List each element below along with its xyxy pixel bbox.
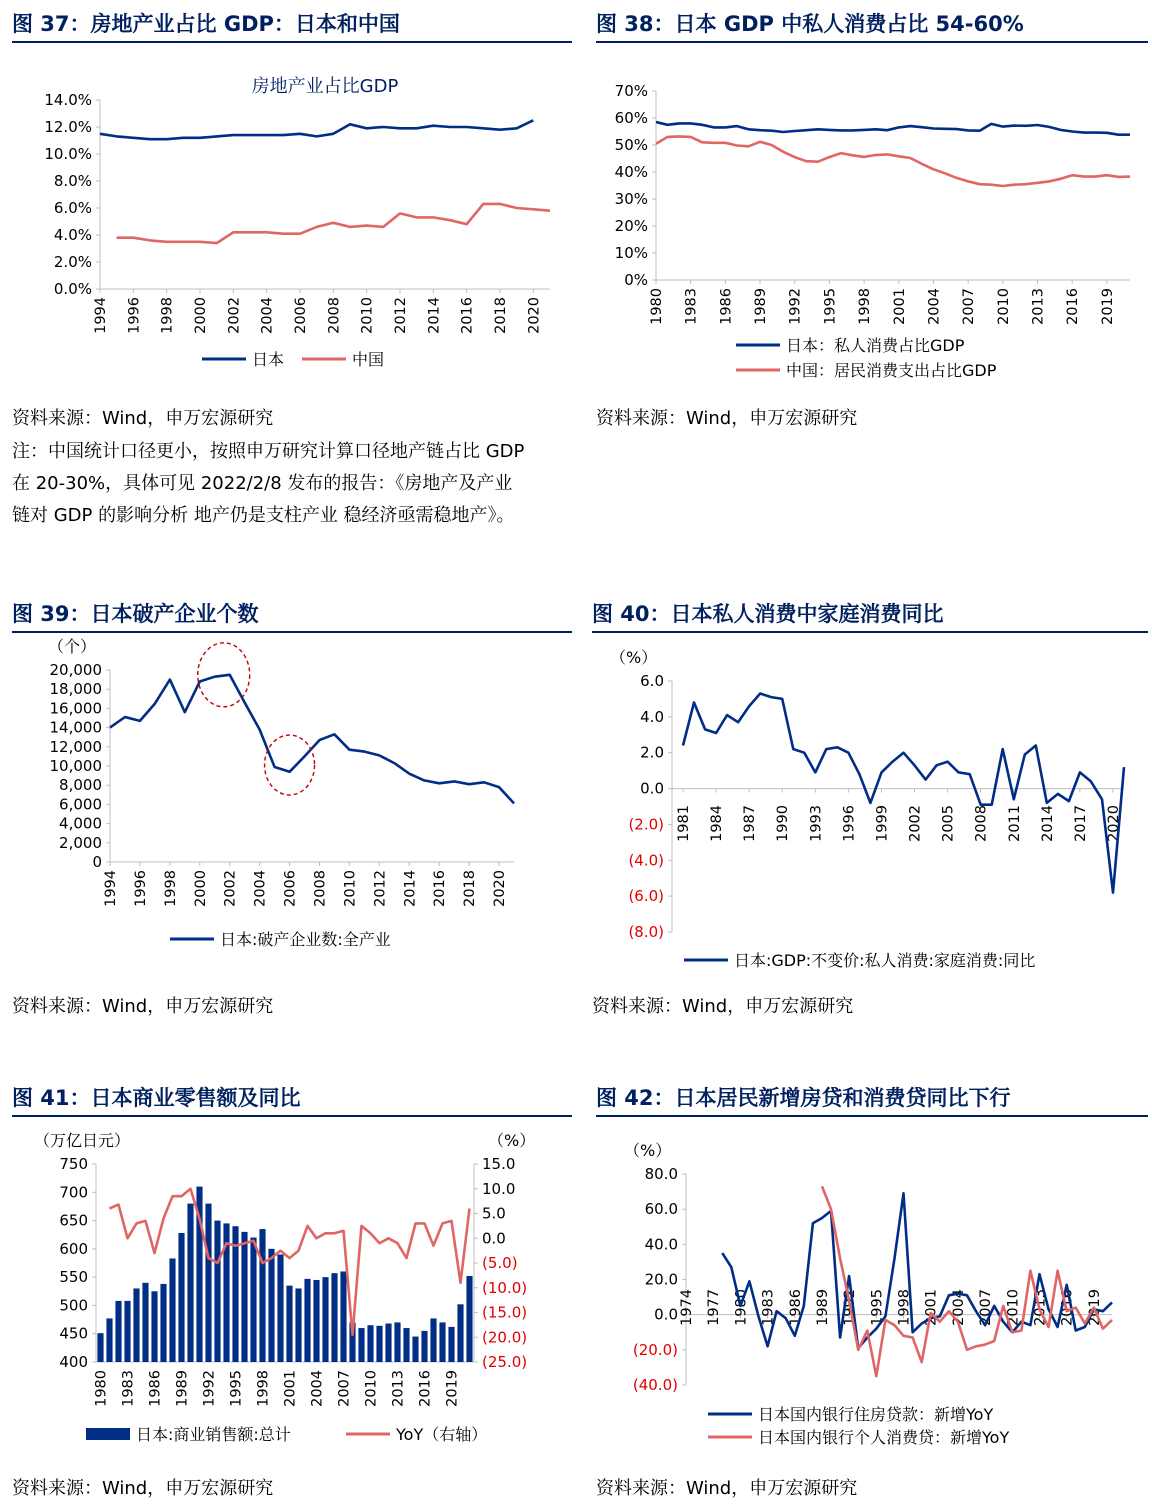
x-tick-label: 2000 [192, 870, 209, 907]
legend-label: 日本国内银行个人消费贷：新增YoY [758, 1428, 1010, 1447]
x-tick-label: 2002 [222, 870, 239, 907]
x-tick-label: 2013 [1032, 1289, 1049, 1326]
x-tick-label: 1980 [649, 288, 665, 325]
x-tick-label: 2014 [402, 870, 419, 907]
x-tick-label: 2007 [336, 1370, 353, 1407]
x-tick-label: 1989 [753, 288, 770, 325]
bar [151, 1291, 157, 1362]
y2-tick-label: (5.0) [482, 1254, 518, 1272]
x-tick-label: 2014 [1039, 805, 1056, 842]
x-tick-label: 1983 [683, 288, 700, 325]
x-tick-label: 1992 [842, 1289, 859, 1326]
x-tick-label: 2019 [1086, 1289, 1103, 1326]
x-tick-label: 1995 [822, 288, 839, 325]
panel-title: 图 40：日本私人消费中家庭消费同比 [592, 602, 944, 626]
series-line [656, 136, 1130, 186]
y-tick-label: 0.0 [654, 1305, 678, 1324]
y2-axis-unit: （%） [488, 1131, 536, 1150]
y-tick-label: 4.0 [640, 707, 664, 726]
x-tick-label: 2006 [293, 297, 309, 334]
x-tick-label: 2017 [1072, 805, 1089, 842]
x-tick-label: 1981 [676, 805, 693, 842]
bar [313, 1280, 319, 1362]
y-tick-label: 750 [59, 1155, 88, 1173]
bar [295, 1288, 301, 1362]
x-tick-label: 1998 [162, 870, 179, 907]
bar [457, 1304, 463, 1362]
y-tick-label: 550 [59, 1268, 88, 1287]
y-tick-label: 4.0% [53, 226, 92, 244]
bar [439, 1322, 445, 1362]
chart-fig39 [12, 598, 572, 978]
x-tick-label: 2004 [259, 297, 276, 334]
y-tick-label: (40.0) [632, 1376, 678, 1394]
y-tick-label: 8.0% [53, 172, 92, 190]
source-note: 资料来源：Wind，申万宏源研究 [596, 1478, 858, 1499]
x-tick-label: 2006 [282, 870, 299, 907]
bar [376, 1326, 382, 1362]
y-tick-label: 10.0% [44, 145, 92, 163]
source-note: 资料来源：Wind，申万宏源研究 [12, 1478, 274, 1499]
x-tick-label: 2010 [342, 870, 359, 907]
y-tick-label: 40.0 [644, 1235, 678, 1254]
x-tick-label: 2008 [973, 805, 990, 842]
y-tick-label: (6.0) [628, 887, 664, 906]
y-tick-label: 14,000 [49, 718, 102, 737]
bar [412, 1337, 418, 1362]
bar [124, 1301, 130, 1362]
bar [358, 1328, 364, 1362]
x-tick-label: 1983 [120, 1370, 137, 1407]
x-tick-label: 2002 [907, 805, 924, 842]
x-tick-label: 2011 [1006, 805, 1023, 842]
x-tick-label: 2004 [926, 288, 943, 325]
x-tick-label: 1986 [718, 288, 735, 325]
x-tick-label: 1980 [733, 1289, 750, 1326]
bar [97, 1333, 103, 1362]
panel-title: 图 37：房地产业占比 GDP：日本和中国 [12, 12, 400, 36]
x-tick-label: 2001 [923, 1289, 940, 1326]
x-tick-label: 2013 [390, 1370, 407, 1407]
x-tick-label: 1990 [775, 805, 792, 842]
x-tick-label: 1995 [869, 1289, 886, 1326]
legend-swatch [86, 1428, 130, 1440]
chart-fig41 [12, 1082, 572, 1462]
x-tick-label: 1998 [159, 297, 176, 334]
y-tick-label: (2.0) [628, 815, 664, 834]
chart-fig40 [592, 598, 1148, 978]
y-tick-label: 50% [614, 136, 648, 154]
x-tick-label: 2008 [326, 297, 343, 334]
x-tick-label: 2016 [1059, 1289, 1076, 1326]
y-tick-label: 0.0 [640, 779, 664, 798]
y-tick-label: 12.0% [44, 118, 92, 136]
source-note: 资料来源：Wind，申万宏源研究 [592, 996, 854, 1017]
y-tick-label: 450 [59, 1324, 88, 1343]
x-tick-label: 2018 [462, 870, 479, 907]
x-tick-label: 2008 [312, 870, 329, 907]
bar [133, 1288, 139, 1362]
x-tick-label: 1994 [93, 297, 109, 334]
x-tick-label: 1998 [255, 1370, 272, 1407]
footnote-line: 链对 GDP 的影响分析 地产仍是支柱产业 稳经济亟需稳地产》。 [12, 505, 515, 526]
x-tick-label: 1998 [857, 288, 874, 325]
y2-tick-label: (25.0) [482, 1353, 528, 1371]
footnote [12, 436, 524, 532]
legend-label: 日本:破产企业数:全产业 [220, 930, 391, 949]
y-tick-label: 400 [59, 1353, 88, 1371]
y-tick-label: 16,000 [49, 699, 102, 718]
x-tick-label: 1992 [201, 1370, 218, 1407]
y-tick-label: 10,000 [49, 757, 102, 775]
x-tick-label: 2020 [1105, 805, 1122, 842]
bar [385, 1324, 391, 1362]
panel-fig40 [592, 598, 1148, 1038]
x-tick-label: 1992 [787, 288, 804, 325]
x-tick-label: 2010 [1005, 1289, 1022, 1326]
legend-label: 中国：居民消费支出占比GDP [786, 361, 997, 380]
y-tick-label: 0.0% [53, 280, 92, 298]
x-tick-label: 1989 [174, 1370, 191, 1407]
source-note: 资料来源：Wind，申万宏源研究 [12, 996, 274, 1017]
y-tick-label: 6.0 [640, 672, 664, 690]
legend-label: 中国 [352, 350, 385, 369]
y-tick-label: 20,000 [49, 661, 102, 679]
y-tick-label: 60.0 [644, 1200, 678, 1219]
y-axis-unit: （万亿日元） [34, 1131, 131, 1150]
x-tick-label: 2016 [432, 870, 449, 907]
panel-title: 图 41：日本商业零售额及同比 [12, 1086, 301, 1110]
x-tick-label: 1984 [709, 805, 726, 842]
bar [340, 1271, 346, 1362]
x-tick-label: 2012 [372, 870, 389, 907]
y-tick-label: 40% [614, 163, 648, 181]
source-note: 资料来源：Wind，申万宏源研究 [12, 408, 274, 429]
series-line [110, 675, 514, 804]
y-tick-label: 500 [59, 1296, 88, 1315]
footnote-line: 在 20-30%，具体可见 2022/2/8 发布的报告：《房地产及产业 [12, 473, 513, 494]
series-line [117, 204, 550, 243]
bar [178, 1233, 184, 1362]
x-tick-label: 1986 [147, 1370, 164, 1407]
x-tick-label: 2004 [252, 870, 269, 907]
series-line [656, 122, 1130, 135]
y-tick-label: 650 [59, 1211, 88, 1230]
y-tick-label: 20.0 [644, 1270, 678, 1289]
y2-tick-label: (10.0) [482, 1278, 528, 1297]
x-tick-label: 1986 [787, 1289, 804, 1326]
panel-title: 图 38：日本 GDP 中私人消费占比 54-60% [596, 12, 1024, 36]
y2-tick-label: (15.0) [482, 1303, 528, 1322]
bar [142, 1283, 148, 1362]
x-tick-label: 2007 [978, 1289, 995, 1326]
y-tick-label: 600 [59, 1239, 88, 1258]
annotation-circle [265, 735, 315, 795]
bar [448, 1327, 454, 1362]
y-tick-label: 6.0% [53, 199, 92, 217]
bar [205, 1204, 211, 1362]
x-tick-label: 2019 [444, 1370, 461, 1407]
x-tick-label: 2004 [309, 1370, 326, 1407]
legend-label: 日本国内银行住房贷款：新增YoY [758, 1405, 994, 1424]
x-tick-label: 1977 [706, 1289, 723, 1326]
y2-tick-label: 15.0 [482, 1155, 516, 1173]
x-tick-label: 2010 [363, 1370, 380, 1407]
x-tick-label: 2016 [459, 297, 476, 334]
chart-fig38 [596, 8, 1148, 388]
panel-title: 图 39：日本破产企业个数 [12, 602, 259, 626]
x-tick-label: 1974 [679, 1289, 695, 1326]
bar [241, 1232, 247, 1362]
bar [115, 1301, 121, 1362]
x-tick-label: 1983 [760, 1289, 777, 1326]
x-tick-label: 2001 [891, 288, 908, 325]
x-tick-label: 1993 [808, 805, 825, 842]
y-tick-label: 2.0% [53, 253, 92, 271]
legend-label: 日本 [252, 350, 285, 369]
bar [322, 1277, 328, 1362]
x-tick-label: 2014 [426, 297, 443, 334]
x-tick-label: 1999 [874, 805, 891, 842]
y-tick-label: 2,000 [59, 833, 102, 852]
chart-fig42 [596, 1082, 1148, 1462]
series-line [683, 694, 1124, 893]
x-tick-label: 2004 [950, 1289, 967, 1326]
x-tick-label: 2001 [282, 1370, 299, 1407]
y-tick-label: 0 [92, 853, 102, 871]
x-tick-label: 1998 [896, 1289, 913, 1326]
x-tick-label: 1996 [132, 870, 149, 907]
y-tick-label: (8.0) [628, 923, 664, 941]
chart-title: 房地产业占比GDP [251, 76, 399, 97]
legend-label: 日本:GDP:不变价:私人消费:家庭消费:同比 [734, 951, 1036, 970]
y-tick-label: 6,000 [59, 795, 102, 814]
x-tick-label: 2007 [961, 288, 978, 325]
x-tick-label: 2000 [193, 297, 209, 334]
bar [250, 1238, 256, 1362]
x-tick-label: 1996 [841, 805, 858, 842]
y-axis-unit: （个） [48, 637, 97, 656]
bar [466, 1276, 472, 1362]
x-tick-label: 2010 [995, 288, 1012, 325]
y-tick-label: 30% [614, 190, 648, 208]
y-tick-label: 18,000 [49, 680, 102, 699]
y-tick-label: 60% [614, 109, 648, 127]
y2-tick-label: (20.0) [482, 1328, 528, 1347]
bar [160, 1284, 166, 1362]
bar [430, 1318, 436, 1362]
x-tick-label: 2020 [492, 870, 509, 907]
bar [421, 1331, 427, 1362]
footnote-line: 注：中国统计口径更小，按照申万研究计算口径地产链占比 GDP [12, 441, 525, 462]
x-tick-label: 1994 [103, 870, 119, 907]
y-tick-label: (4.0) [628, 851, 664, 870]
x-tick-label: 1980 [93, 1370, 110, 1407]
y-tick-label: 70% [614, 82, 648, 100]
y-tick-label: 80.0 [644, 1165, 678, 1183]
y-tick-label: 10% [614, 244, 648, 262]
bar [304, 1279, 310, 1362]
x-tick-label: 1996 [126, 297, 143, 334]
legend-label: 日本：私人消费占比GDP [786, 336, 965, 355]
y-tick-label: 700 [59, 1183, 88, 1202]
source-note: 资料来源：Wind，申万宏源研究 [596, 408, 858, 429]
bar [394, 1322, 400, 1362]
x-tick-label: 2013 [1030, 288, 1047, 325]
bar [403, 1328, 409, 1362]
x-tick-label: 2005 [940, 805, 957, 842]
bar [268, 1249, 274, 1362]
panel-fig37 [12, 8, 572, 568]
x-tick-label: 2016 [1065, 288, 1082, 325]
y-tick-label: 2.0 [640, 743, 664, 762]
series-line [722, 1193, 1112, 1348]
panel-fig38 [596, 8, 1148, 448]
legend-label: YoY（右轴） [396, 1425, 488, 1444]
x-tick-label: 2020 [526, 297, 543, 334]
y-tick-label: 0% [624, 271, 648, 289]
panel-fig39 [12, 598, 572, 1038]
y-axis-unit: （%） [624, 1141, 672, 1160]
x-tick-label: 2018 [493, 297, 509, 334]
bar [187, 1204, 193, 1362]
x-tick-label: 1989 [814, 1289, 831, 1326]
panel-title: 图 42：日本居民新增房贷和消费贷同比下行 [596, 1086, 1011, 1110]
y-tick-label: 8,000 [59, 776, 102, 795]
panel-fig42 [596, 1082, 1148, 1510]
bar [214, 1221, 220, 1362]
y-tick-label: 4,000 [59, 814, 102, 833]
bar [367, 1325, 373, 1362]
x-tick-label: 2002 [226, 297, 243, 334]
bar [277, 1255, 283, 1362]
y-axis-unit: （%） [610, 648, 658, 667]
x-tick-label: 2010 [359, 297, 376, 334]
x-tick-label: 2012 [393, 297, 409, 334]
bar [286, 1286, 292, 1362]
series-line [100, 120, 533, 139]
x-tick-label: 1987 [742, 805, 759, 842]
chart-fig37 [12, 8, 572, 388]
bar [169, 1258, 175, 1362]
x-tick-label: 1995 [228, 1370, 245, 1407]
y2-tick-label: 0.0 [482, 1229, 506, 1248]
y2-tick-label: 10.0 [482, 1179, 516, 1198]
bar [259, 1229, 265, 1362]
y-tick-label: 14.0% [44, 91, 92, 109]
y2-tick-label: 5.0 [482, 1204, 506, 1223]
x-tick-label: 2019 [1099, 288, 1116, 325]
bar [106, 1318, 112, 1362]
y-tick-label: 20% [614, 217, 648, 235]
x-tick-label: 2016 [417, 1370, 434, 1407]
y-tick-label: 12,000 [49, 737, 102, 756]
y-tick-label: (20.0) [632, 1340, 678, 1359]
series-line [822, 1186, 1112, 1376]
legend-label: 日本:商业销售额:总计 [136, 1425, 291, 1444]
panel-fig41 [12, 1082, 572, 1510]
bar [331, 1273, 337, 1362]
